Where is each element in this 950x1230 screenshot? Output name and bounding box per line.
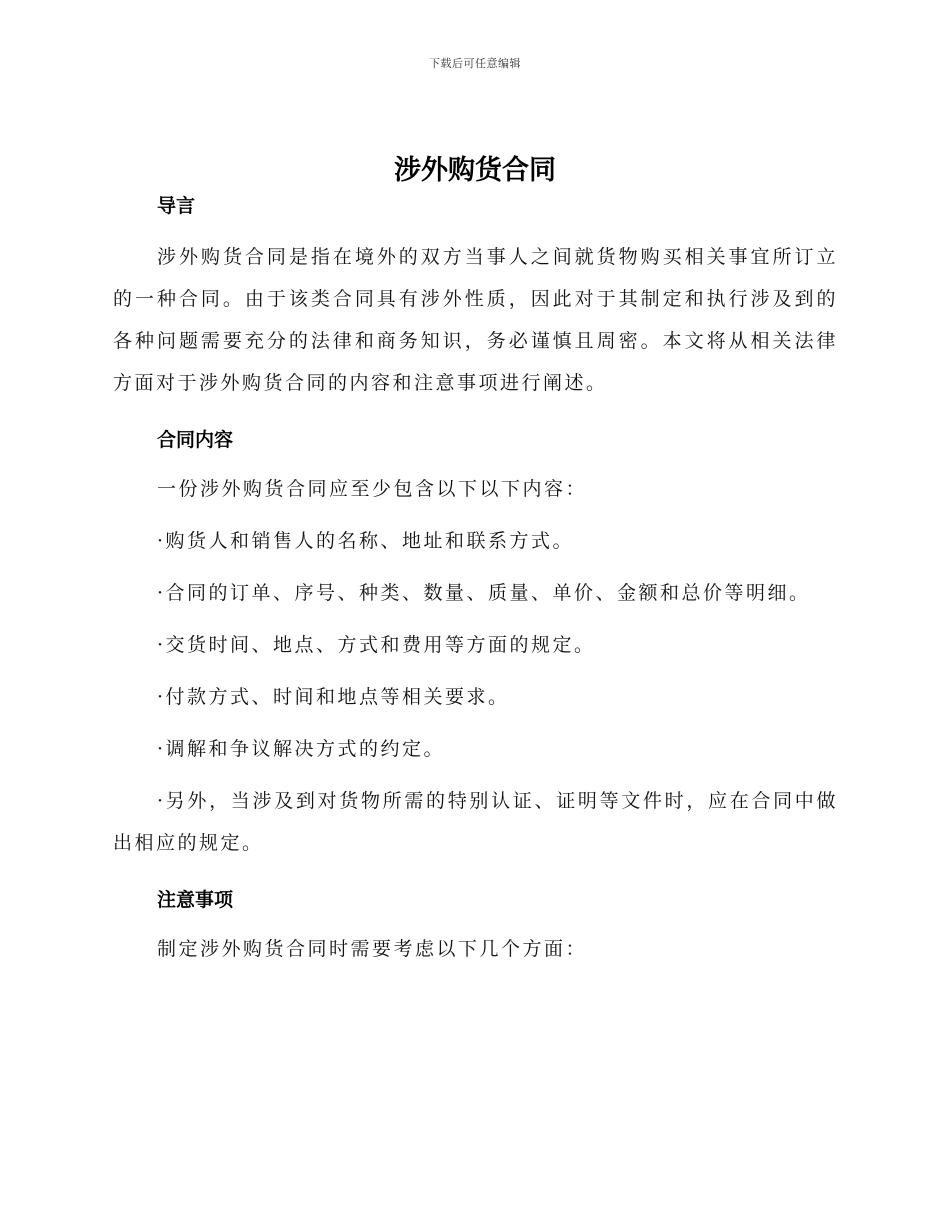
section-heading-intro: 导言 [157,195,196,217]
contract-content-item: ·调解和争议解决方式的约定。 [157,738,446,760]
section-heading-contract-content: 合同内容 [157,429,234,451]
contract-content-item: ·购货人和销售人的名称、地址和联系方式。 [157,530,575,552]
document-title: 涉外购货合同 [394,155,556,186]
intro-paragraph: 涉外购货合同是指在境外的双方当事人之间就货物购买相关事宜所订立的一种合同。由于该类合同具有涉外性质，因此对于其制定和执行涉及到的各种问题需要充分的法律和商务知识，务必谨慎且周密。本文将从相关法律方面对于涉外购货合同的内容和注意事项进行阐述。 [113,246,838,394]
notes-lead: 制定涉外购货合同时需要考虑以下几个方面： [157,938,588,960]
section-heading-notes: 注意事项 [157,889,234,911]
contract-content-lead: 一份涉外购货合同应至少包含以下以下内容： [157,478,588,500]
contract-content-item: ·另外，当涉及到对货物所需的特别认证、证明等文件时，应在合同中做出相应的规定。 [113,790,838,854]
document-body [113,190,838,970]
header-note: 下载后可任意编辑 [429,57,521,70]
contract-content-item: ·付款方式、时间和地点等相关要求。 [157,686,510,708]
contract-content-item: ·交货时间、地点、方式和费用等方面的规定。 [157,634,596,656]
contract-content-item: ·合同的订单、序号、种类、数量、质量、单价、金额和总价等明细。 [157,582,811,604]
